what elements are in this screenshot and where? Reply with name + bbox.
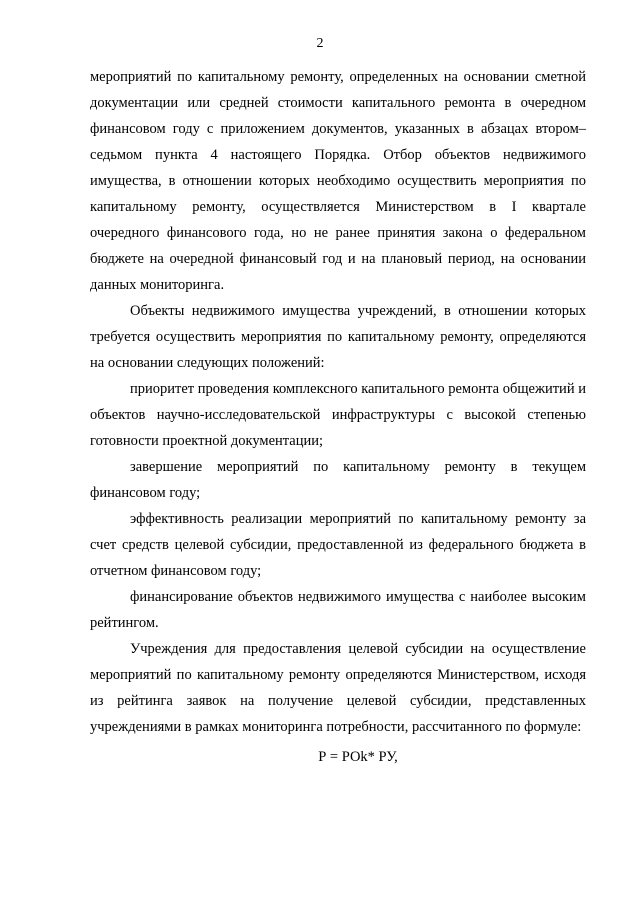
list-item-priority: приоритет проведения комплексного капитального ремонта общежитий и объектов научно-исследовательской инфраструктуры с высокой степенью готовности проектной документации; (90, 381, 586, 449)
paragraph-institutions: Учреждения для предоставления целевой субсидии на осуществление мероприятий по капитальному ремонту определяются Министерством, исходя из рейтинга заявок на получение целевой субсидии, представленных учреждениями в рамках мониторинга потребности, рассчитанного по формуле: (90, 641, 586, 735)
paragraph-objects-intro: Объекты недвижимого имущества учреждений, в отношении которых требуется осуществить мероприятия по капитальному ремонту, определяются на основании следующих положений: (90, 303, 586, 371)
paragraph-continuation: мероприятий по капитальному ремонту, определенных на основании сметной документации или средней стоимости капитального ремонта в очередном финансовом году с приложением документов, указанных в абзацах втором–седьмом пункта 4 настоящего Порядка. Отбор объектов недвижимого имущества, в отношении которых необходимо осуществить мероприятия по капитальному ремонту, осуществляется Министерством в I квартале очередного финансового года, но не ранее принятия закона о федеральном бюджете на очередной финансовый год и на плановый период, на основании данных мониторинга. (90, 69, 586, 293)
list-item-efficiency: эффективность реализации мероприятий по капитальному ремонту за счет средств целевой субсидии, предоставленной из федерального бюджета в отчетном финансовом году; (90, 511, 586, 579)
document-body (90, 64, 586, 770)
list-item-completion: завершение мероприятий по капитальному ремонту в текущем финансовом году; (90, 459, 586, 501)
formula: Р = РОk* РУ, (318, 749, 398, 765)
list-item-financing: финансирование объектов недвижимого имущества с наиболее высоким рейтингом. (90, 589, 586, 631)
page-number: 2 (316, 36, 324, 51)
